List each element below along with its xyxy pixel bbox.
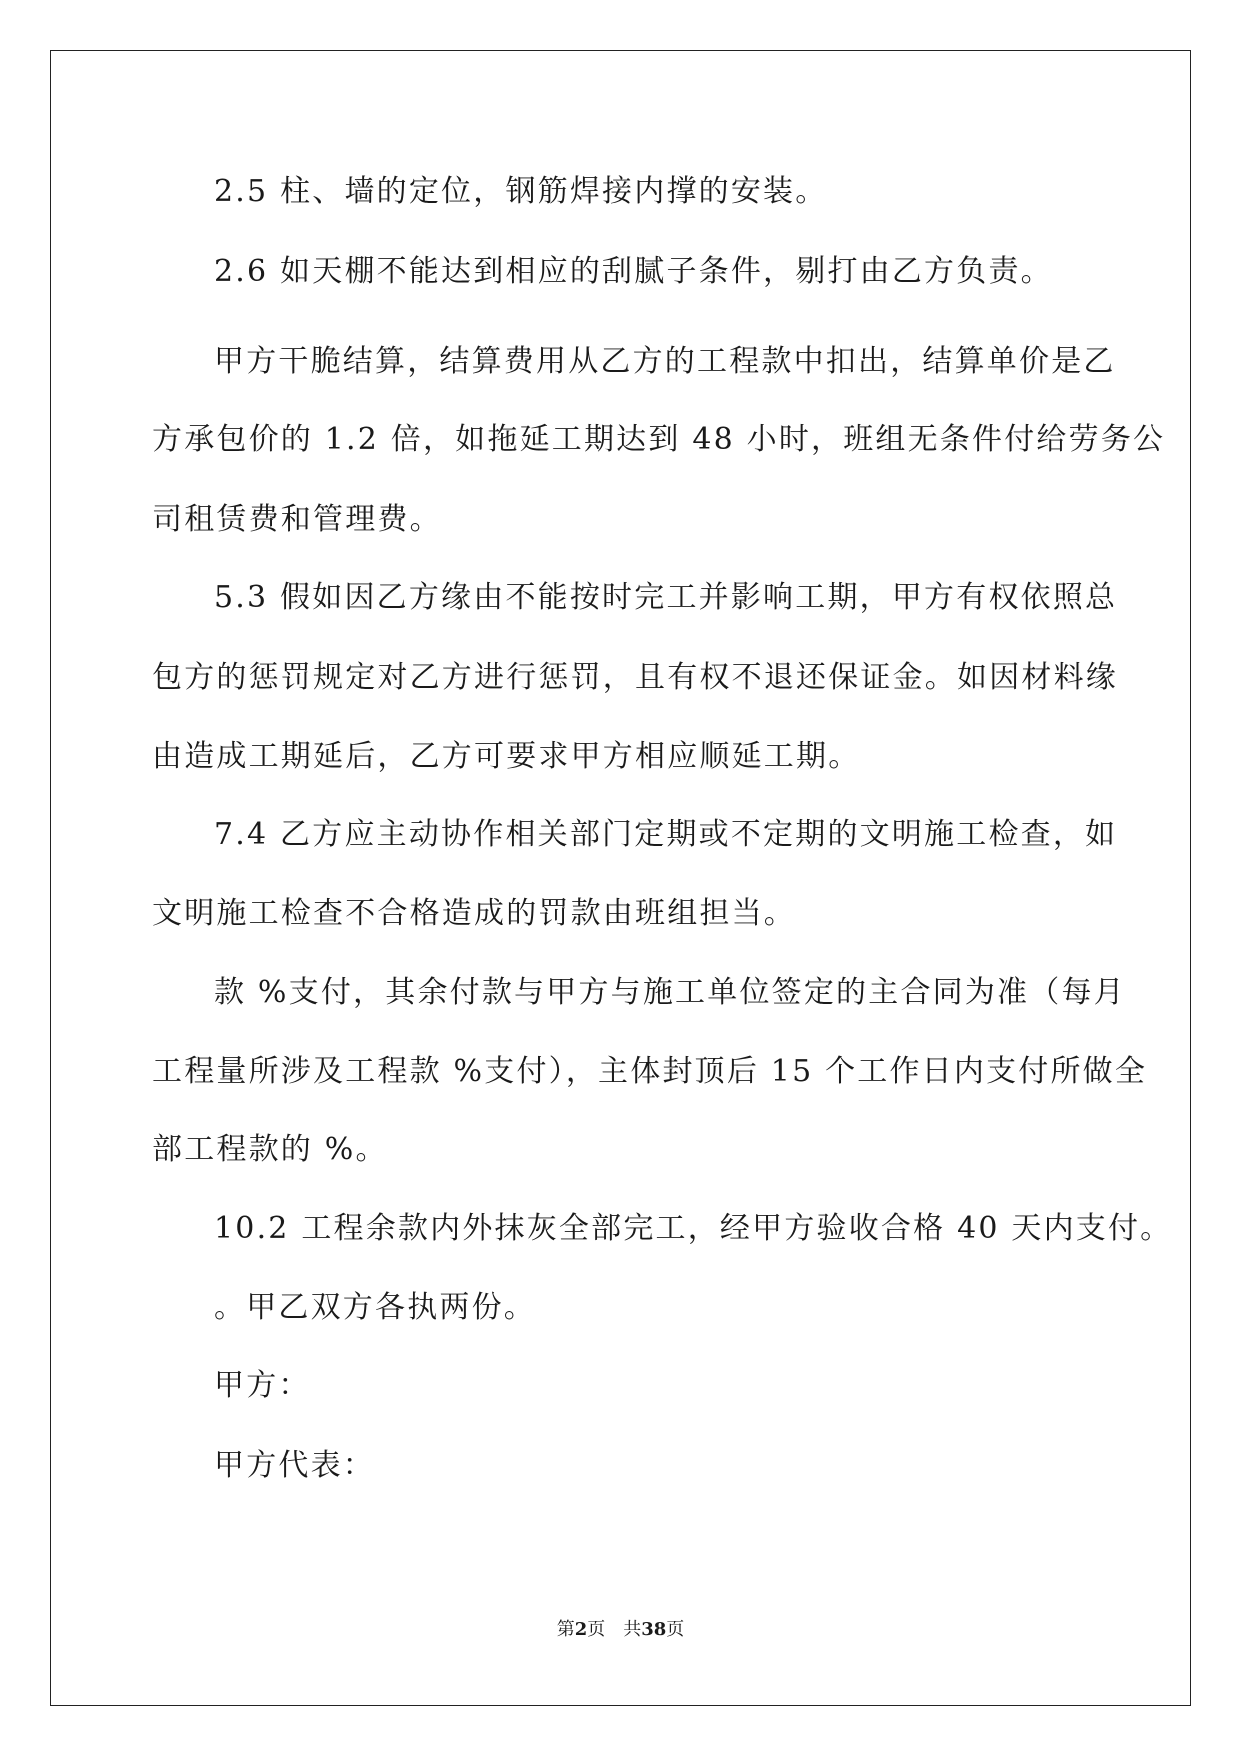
page-footer bbox=[0, 1618, 1241, 1642]
paragraph-line: 由造成工期延后，乙方可要求甲方相应顺延工期。 bbox=[152, 739, 861, 774]
paragraph-line: 甲方代表： bbox=[214, 1448, 375, 1483]
paragraph-line: 7.4 乙方应主动协作相关部门定期或不定期的文明施工检查，如 bbox=[214, 817, 1118, 852]
current-page-number: 2 bbox=[574, 1619, 588, 1640]
paragraph-line: 2.5 柱、墙的定位，钢筋焊接内撑的安装。 bbox=[214, 174, 828, 209]
paragraph-line: 包方的惩罚规定对乙方进行惩罚，且有权不退还保证金。如因材料缘 bbox=[152, 660, 1118, 695]
paragraph-line: 5.3 假如因乙方缘由不能按时完工并影响工期，甲方有权依照总 bbox=[214, 580, 1118, 615]
paragraph-line: 款 %支付，其余付款与甲方与施工单位签定的主合同为准（每月 bbox=[214, 975, 1126, 1010]
footer-mid: 页 共 bbox=[587, 1619, 642, 1640]
paragraph-line: 部工程款的 %。 bbox=[152, 1132, 388, 1167]
paragraph-line: 甲方干脆结算，结算费用从乙方的工程款中扣出，结算单价是乙 bbox=[214, 344, 1116, 379]
paragraph-line: 10.2 工程余款内外抹灰全部完工，经甲方验收合格 40 天内支付。 bbox=[214, 1211, 1173, 1246]
paragraph-line: 方承包价的 1.2 倍，如拖延工期达到 48 小时，班组无条件付给劳务公 bbox=[152, 422, 1166, 457]
total-page-number: 38 bbox=[641, 1619, 667, 1640]
footer-suffix: 页 bbox=[666, 1619, 685, 1640]
paragraph-line: 2.6 如天棚不能达到相应的刮腻子条件，剔打由乙方负责。 bbox=[214, 254, 1053, 289]
paragraph-line: 司租赁费和管理费。 bbox=[152, 502, 442, 537]
footer-prefix: 第 bbox=[556, 1619, 575, 1640]
paragraph-line: 工程量所涉及工程款 %支付），主体封顶后 15 个工作日内支付所做全 bbox=[152, 1054, 1148, 1089]
paragraph-line: 文明施工检查不合格造成的罚款由班组担当。 bbox=[152, 896, 796, 931]
paragraph-line: 甲方： bbox=[214, 1368, 311, 1403]
paragraph-line: 。甲乙双方各执两份。 bbox=[214, 1290, 536, 1325]
